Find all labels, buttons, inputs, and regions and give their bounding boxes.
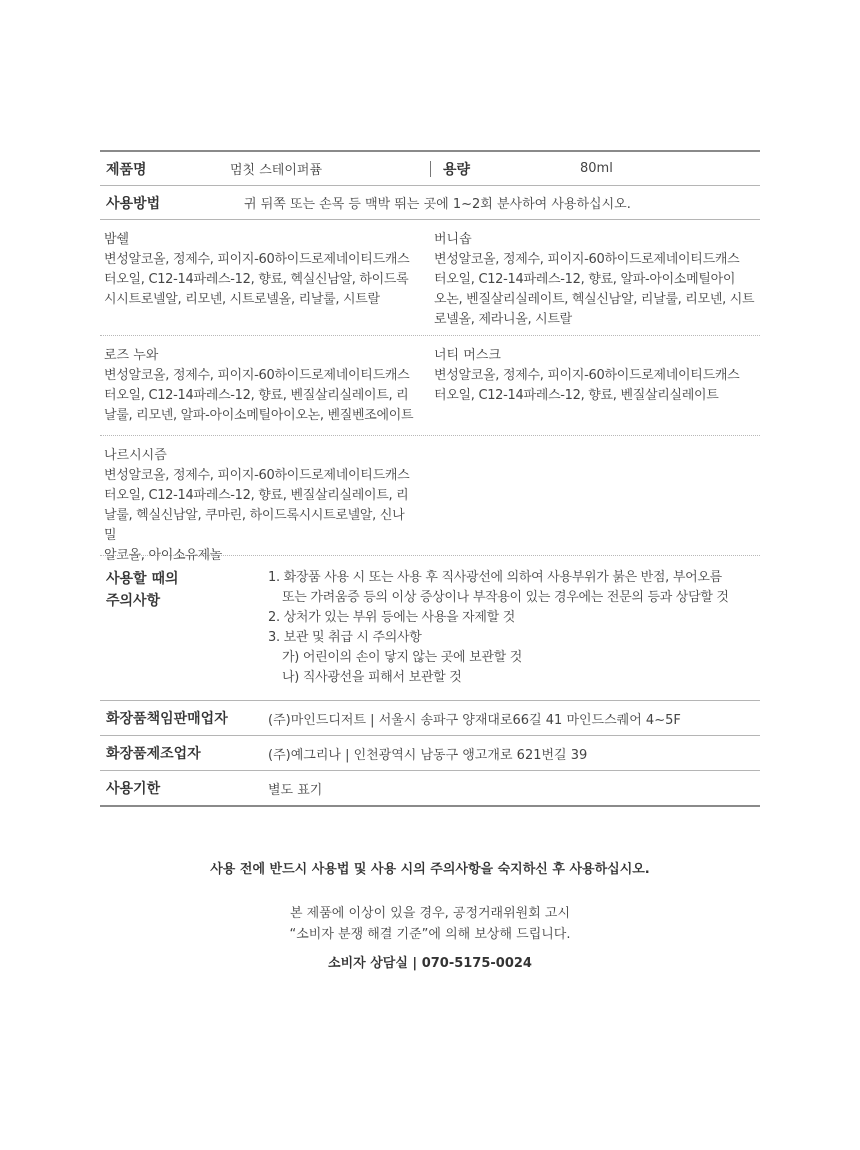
volume-label: 용량 — [443, 161, 471, 178]
caution-item: 3. 보관 및 취급 시 주의사항 — [268, 630, 422, 645]
ingredient-line: 변성알코올, 정제수, 피이지-60하이드로제네이티드캐스 — [104, 368, 410, 383]
caution-item: 1. 화장품 사용 시 또는 사용 후 직사광선에 의하여 사용부위가 붉은 반점, 부어오름 — [268, 570, 722, 585]
caution-item: 가) 어린이의 손이 닿지 않는 곳에 보관할 것 — [282, 650, 522, 665]
ingredient-line: 오논, 벤질살리실레이트, 헥실신남알, 리날룰, 리모넨, 시트 — [434, 292, 755, 307]
ingredient-line: 시시트로넬알, 리모넨, 시트로넬올, 리날룰, 시트랄 — [104, 292, 380, 307]
ingredients-row — [100, 220, 760, 336]
ingredient-line: 변성알코올, 정제수, 피이지-60하이드로제네이티드캐스 — [434, 368, 740, 383]
caution-list — [268, 568, 729, 700]
ingredient-line: 로넬올, 제라니올, 시트랄 — [434, 312, 572, 327]
ingredient-line: 변성알코올, 정제수, 피이지-60하이드로제네이티드캐스 — [104, 468, 410, 483]
maker-label: 화장품제조업자 — [106, 746, 201, 762]
ingredient-block-bombshell — [100, 230, 430, 323]
customer-center-contact: 소비자 상담실 | 070-5175-0024 — [328, 956, 532, 971]
ingredient-block-rose-noir — [100, 346, 430, 423]
caution-item: 2. 상처가 있는 부위 등에는 사용을 자제할 것 — [268, 610, 516, 625]
seller-row — [100, 701, 760, 736]
ingredient-line: 변성알코올, 정제수, 피이지-60하이드로제네이티드캐스 — [104, 252, 410, 267]
expiry-row — [100, 771, 760, 807]
expiry-label: 사용기한 — [106, 781, 161, 797]
ingredient-name: 나르시시즘 — [104, 448, 167, 463]
product-name-value: 멈칫 스테이퍼퓸 — [230, 163, 323, 178]
caution-item: 나) 직사광선을 피해서 보관할 것 — [282, 670, 462, 685]
ingredient-line: 터오일, C12-14파레스-12, 향료, 벤질살리실레이트, 리 — [104, 388, 409, 403]
ingredient-line: 날룰, 리모넨, 알파-아이소메틸아이오논, 벤질벤조에이트 — [104, 408, 414, 423]
expiry-value: 별도 표기 — [268, 782, 323, 798]
seller-value: (주)마인드디저트 | 서울시 송파구 양재대로66길 41 마인드스퀘어 4~5F — [268, 712, 681, 728]
maker-value: (주)예그리나 | 인천광역시 남동구 앵고개로 621번길 39 — [268, 747, 588, 763]
ingredient-block-bunny-soap — [430, 230, 760, 327]
product-info-table — [100, 150, 760, 807]
ingredient-name: 버니솝 — [434, 232, 472, 247]
ingredient-block-nutty-musk — [430, 346, 760, 423]
ingredient-line: 터오일, C12-14파레스-12, 향료, 벤질살리실레이트, 리 — [104, 488, 409, 503]
usage-value: 귀 뒤쪽 또는 손목 등 맥박 뛰는 곳에 1~2회 분사하여 사용하십시오. — [244, 197, 631, 212]
ingredients-row — [100, 436, 760, 563]
compensation-line: 본 제품에 이상이 있을 경우, 공정거래위원회 고시 — [289, 906, 571, 921]
column-divider — [430, 161, 431, 177]
seller-label: 화장품책임판매업자 — [106, 711, 228, 727]
product-name-row — [100, 152, 760, 186]
ingredient-block-narcissism — [100, 446, 430, 563]
ingredient-line: 변성알코올, 정제수, 피이지-60하이드로제네이티드캐스 — [434, 252, 740, 267]
ingredient-name: 너티 머스크 — [434, 348, 501, 363]
caution-row — [100, 556, 760, 701]
ingredient-block-empty — [430, 446, 760, 543]
compensation-line: “소비자 분쟁 해결 기준”에 의해 보상해 드립니다. — [289, 927, 571, 942]
usage-row — [100, 186, 760, 220]
maker-row — [100, 736, 760, 771]
ingredient-line: 날룰, 헥실신남알, 쿠마린, 하이드록시시트로넬알, 신나밀 — [104, 508, 405, 543]
ingredient-line: 알코올, 아이소유제놀 — [104, 548, 222, 563]
ingredient-line: 터오일, C12-14파레스-12, 향료, 벤질살리실레이트 — [434, 388, 719, 403]
ingredient-line: 터오일, C12-14파레스-12, 향료, 헥실신남알, 하이드록 — [104, 272, 409, 287]
caution-label — [100, 568, 268, 700]
usage-label: 사용방법 — [106, 195, 161, 212]
caution-label-line: 주의사항 — [106, 593, 161, 609]
ingredient-line: 터오일, C12-14파레스-12, 향료, 알파-아이소메틸아이 — [434, 272, 736, 287]
caution-label-line: 사용할 때의 — [106, 571, 179, 587]
volume-value: 80ml — [580, 161, 613, 176]
usage-notice: 사용 전에 반드시 사용법 및 사용 시의 주의사항을 숙지하신 후 사용하십시오. — [210, 862, 650, 877]
compensation-notice — [0, 903, 860, 945]
ingredients-row — [100, 336, 760, 436]
caution-item: 또는 가려움증 등의 이상 증상이나 부작용이 있는 경우에는 전문의 등과 상담할 것 — [282, 590, 729, 605]
product-name-label: 제품명 — [106, 161, 147, 178]
ingredient-name: 밤쉘 — [104, 232, 130, 247]
ingredient-name: 로즈 누와 — [104, 348, 159, 363]
